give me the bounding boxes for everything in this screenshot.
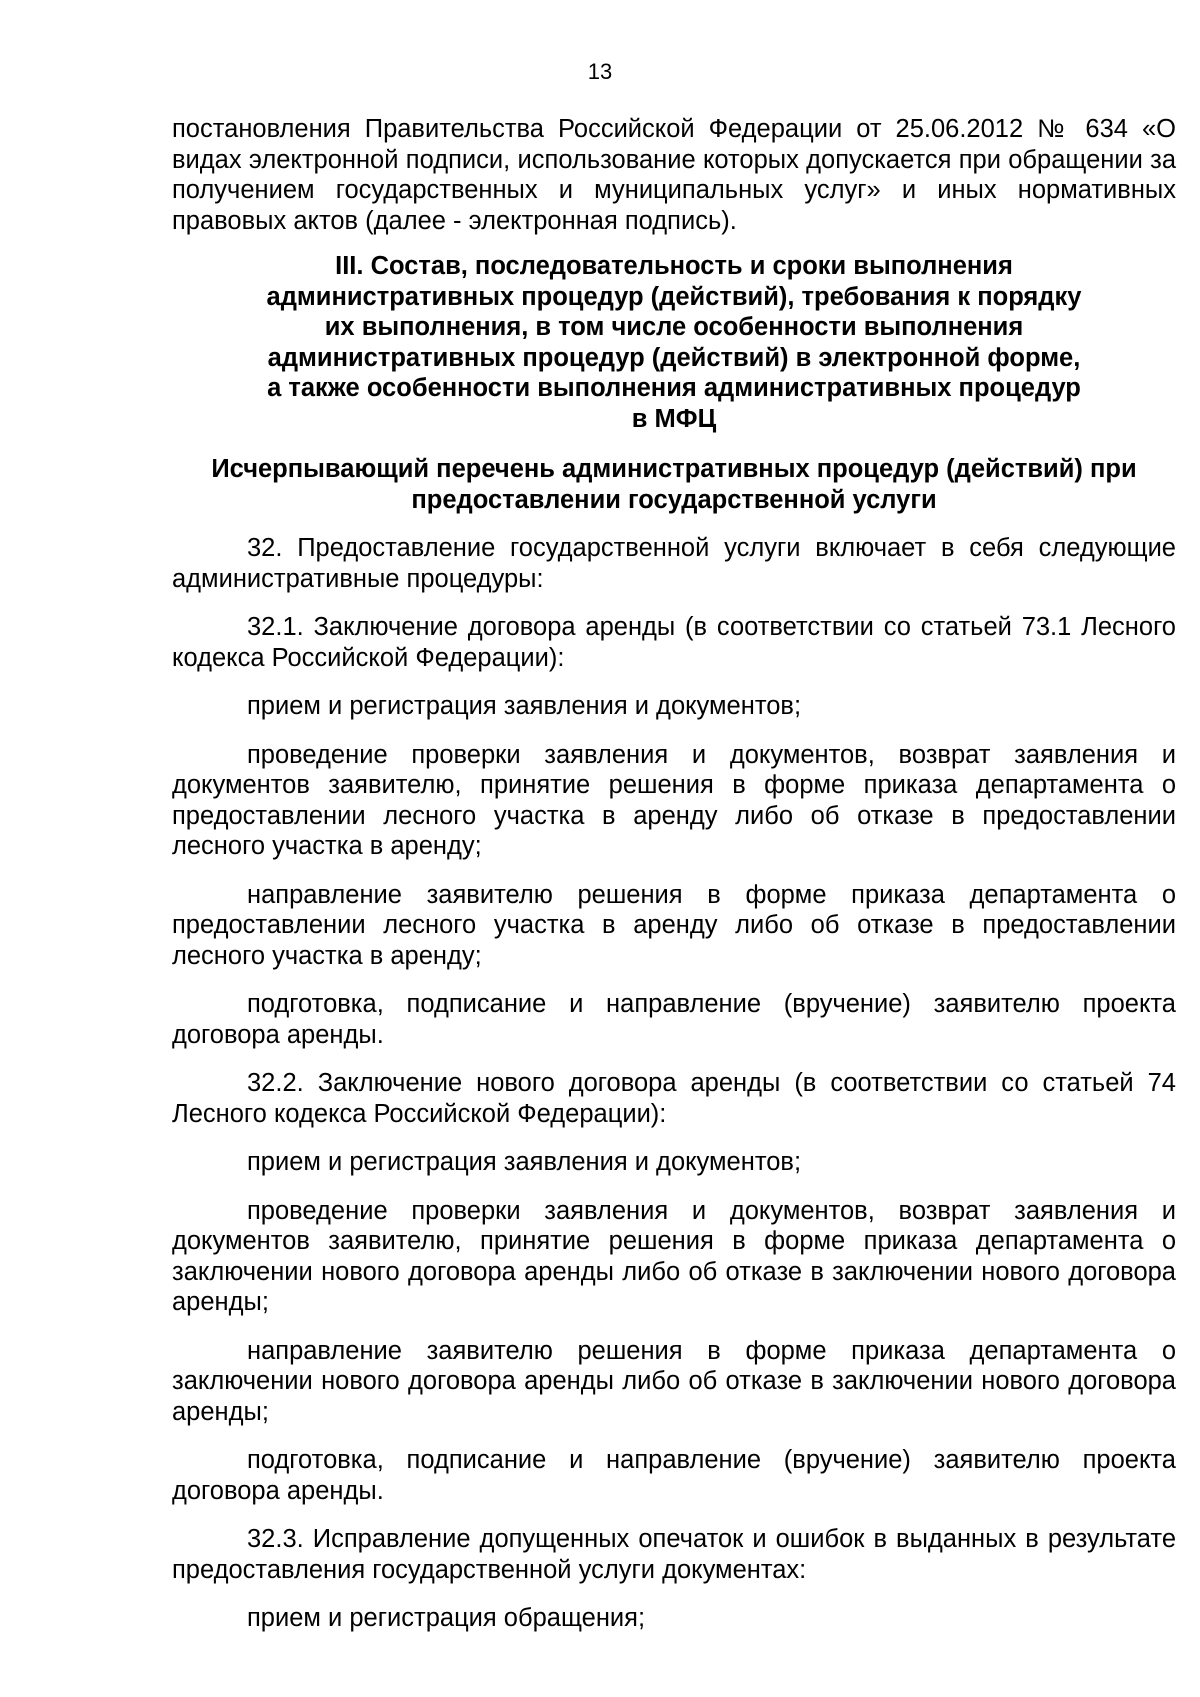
paragraph-item: подготовка, подписание и направление (вручение) заявителю проекта договора аренды.	[172, 1446, 1176, 1505]
section-heading-line: административных процедур (действий) в электронной форме,	[267, 343, 1081, 372]
section-heading-line: а также особенности выполнения административных процедур	[267, 374, 1081, 402]
paragraph-item: направление заявителю решения в форме приказа департамента о заключении нового договора аренды либо об отказе в заключении нового договора аренды;	[172, 1336, 1176, 1426]
paragraph-item: проведение проверки заявления и документов, возврат заявления и документов заявителю, принятие решения в форме приказа департамента о заключении нового договора аренды либо об отказе в заключении нового договора аренды;	[172, 1196, 1176, 1316]
page-number: 13	[587, 59, 613, 84]
paragraph-item: проведение проверки заявления и документов, возврат заявления и документов заявителю, принятие решения в форме приказа департамента о предоставлении лесного участка в аренду либо об отказе в предоставлении лесного участка в аренду;	[172, 740, 1176, 860]
section-heading-line: в МФЦ	[631, 404, 717, 433]
paragraph-item: прием и регистрация обращения;	[247, 1604, 646, 1632]
subsection-heading	[172, 454, 1176, 515]
subsection-heading-line: Исчерпывающий перечень административных процедур (действий) при	[211, 455, 1137, 483]
section-heading	[172, 251, 1176, 434]
section-heading-line: III. Состав, последовательность и сроки выполнения	[335, 252, 1013, 280]
paragraph-item: прием и регистрация заявления и документов;	[247, 692, 802, 720]
paragraph-32-1: 32.1. Заключение договора аренды (в соответствии со статьей 73.1 Лесного кодекса Российской Федерации):	[172, 613, 1176, 672]
section-heading-line: административных процедур (действий), требования к порядку	[266, 282, 1082, 311]
paragraph-item: направление заявителю решения в форме приказа департамента о предоставлении лесного участка в аренду либо об отказе в предоставлении лесного участка в аренду;	[172, 880, 1176, 970]
paragraph-32-3: 32.3. Исправление допущенных опечаток и ошибок в выданных в результате предоставления государственной услуги документах:	[172, 1525, 1176, 1584]
subsection-heading-line: предоставлении государственной услуги	[411, 485, 937, 514]
paragraph-32: 32. Предоставление государственной услуги включает в себя следующие административные процедуры:	[172, 534, 1176, 593]
document-body	[172, 114, 1176, 1634]
section-heading-line: их выполнения, в том числе особенности выполнения	[324, 313, 1024, 341]
intro-paragraph: постановления Правительства Российской Федерации от 25.06.2012 № 634 «О видах электронной подписи, использование которых допускается при обращении за получением государственных и муниципальных услуг» и иных нормативных правовых актов (далее - электронная подпись).	[172, 115, 1176, 235]
paragraph-item: подготовка, подписание и направление (вручение) заявителю проекта договора аренды.	[172, 990, 1176, 1049]
paragraph-item: прием и регистрация заявления и документов;	[247, 1148, 802, 1176]
paragraph-32-2: 32.2. Заключение нового договора аренды (в соответствии со статьей 74 Лесного кодекса Российской Федерации):	[172, 1069, 1176, 1128]
